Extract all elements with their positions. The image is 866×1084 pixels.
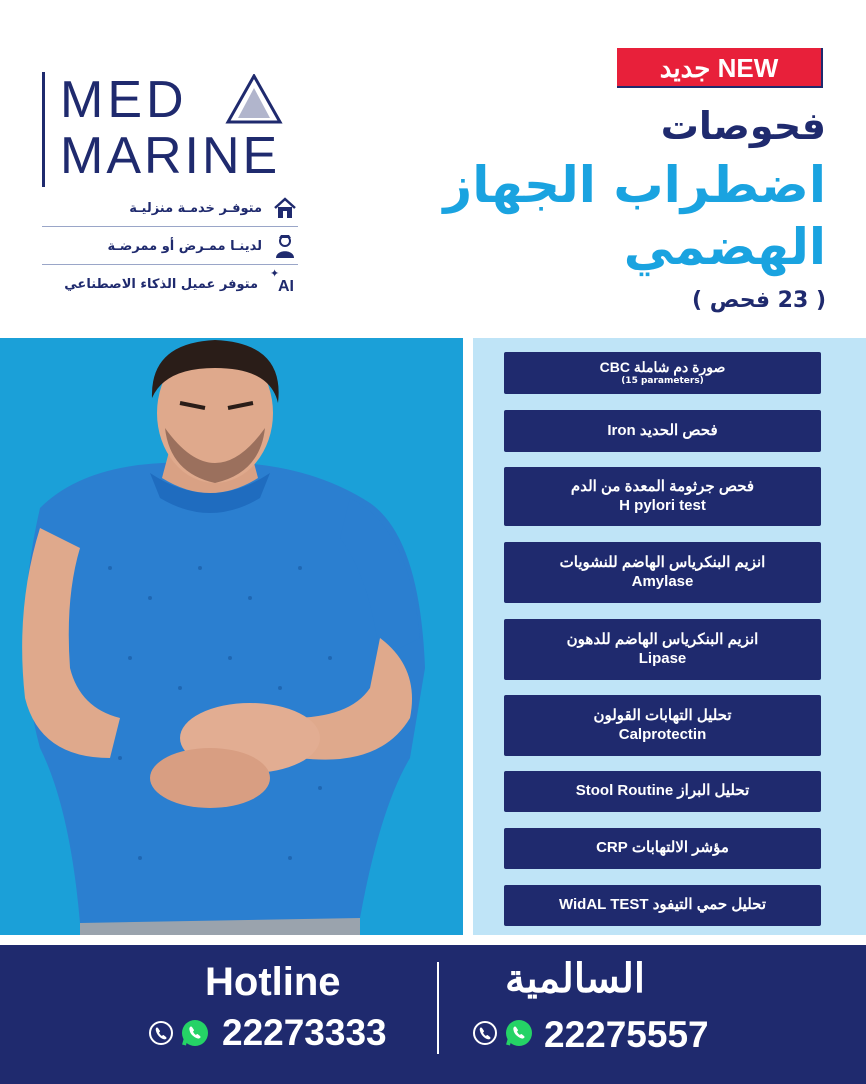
- headline-line3: الهضمي: [623, 218, 826, 276]
- feature-home-service: [42, 192, 298, 224]
- logo-bar: [42, 72, 45, 187]
- test-item-crp: [504, 828, 821, 869]
- headline-line1: فحوصات: [660, 104, 826, 148]
- ai-icon-label: AI: [278, 278, 294, 295]
- home-icon: [272, 195, 298, 221]
- test-label: مؤشر الالتهابات CRP: [596, 839, 729, 857]
- test-item-calprotectin: [504, 695, 821, 756]
- test-label: صورة دم شاملة CBC: [599, 359, 726, 376]
- test-item-widal: [504, 885, 821, 926]
- test-item-amylase: [504, 542, 821, 603]
- whatsapp-icon[interactable]: [180, 1018, 210, 1052]
- feature-text: متوفر عميل الذكاء الاصطناعي: [64, 276, 258, 292]
- test-item-lipase: [504, 619, 821, 680]
- test-item-iron: [504, 410, 821, 452]
- logo-line1: MED: [60, 71, 188, 129]
- feature-divider: [42, 264, 298, 265]
- test-item-cbc: [504, 352, 821, 394]
- branch-phone[interactable]: 22275557: [544, 1014, 709, 1055]
- feature-text: لدينـا ممـرض أو ممرضـة: [107, 238, 262, 254]
- phone-icon[interactable]: [472, 1020, 498, 1050]
- footer-bar: [0, 945, 866, 1084]
- test-item-hpylori: [504, 467, 821, 526]
- test-label-ar: انزيم البنكرياس الهاضم للدهون: [566, 630, 759, 648]
- logo-line2: MARINE: [60, 127, 281, 185]
- feature-ai-agent: [42, 268, 298, 300]
- headline-line2: اضطراب الجهاز: [443, 156, 826, 214]
- test-label: تحليل البراز Stool Routine: [575, 782, 750, 800]
- footer-divider: [437, 962, 439, 1054]
- nurse-icon: [272, 233, 298, 259]
- feature-nurse: [42, 230, 298, 262]
- branch-contact-icons: [472, 1018, 534, 1052]
- patient-photo: [0, 338, 463, 935]
- test-label-ar: فحص جرثومة المعدة من الدم: [570, 477, 755, 495]
- hotline-title: Hotline: [205, 960, 341, 1004]
- headline-count: ( 23 فحص ): [692, 288, 826, 313]
- logo-triangle-mark: [224, 74, 284, 124]
- test-label-ar: تحليل التهابات القولون: [593, 706, 732, 724]
- ai-sparkle-icon: ✦ AI: [270, 267, 294, 295]
- test-label-en: Calprotectin: [618, 725, 707, 743]
- man-holding-stomach-illustration: [0, 338, 463, 935]
- hotline-contact-icons: [148, 1018, 210, 1052]
- hotline-phone[interactable]: 22273333: [222, 1012, 387, 1053]
- test-label: فحص الحديد Iron: [607, 421, 718, 439]
- branch-title: السالمية: [505, 957, 645, 1001]
- test-label-en: Lipase: [638, 649, 687, 667]
- feature-text: متوفـر خدمـة منزليـة: [129, 200, 262, 216]
- new-badge: [617, 48, 823, 88]
- whatsapp-icon[interactable]: [504, 1018, 534, 1052]
- test-label-en: H pylori test: [619, 496, 706, 514]
- phone-icon[interactable]: [148, 1020, 174, 1050]
- test-label: تحليل حمي التيفود WidAL TEST: [558, 896, 767, 914]
- test-label-ar: انزيم البنكرياس الهاضم للنشويات: [559, 553, 766, 571]
- test-sublabel: (15 parameters): [621, 375, 704, 386]
- test-item-stool: [504, 771, 821, 812]
- feature-divider: [42, 226, 298, 227]
- test-label-en: Amylase: [631, 572, 694, 590]
- new-badge-text: جديد NEW: [659, 53, 779, 83]
